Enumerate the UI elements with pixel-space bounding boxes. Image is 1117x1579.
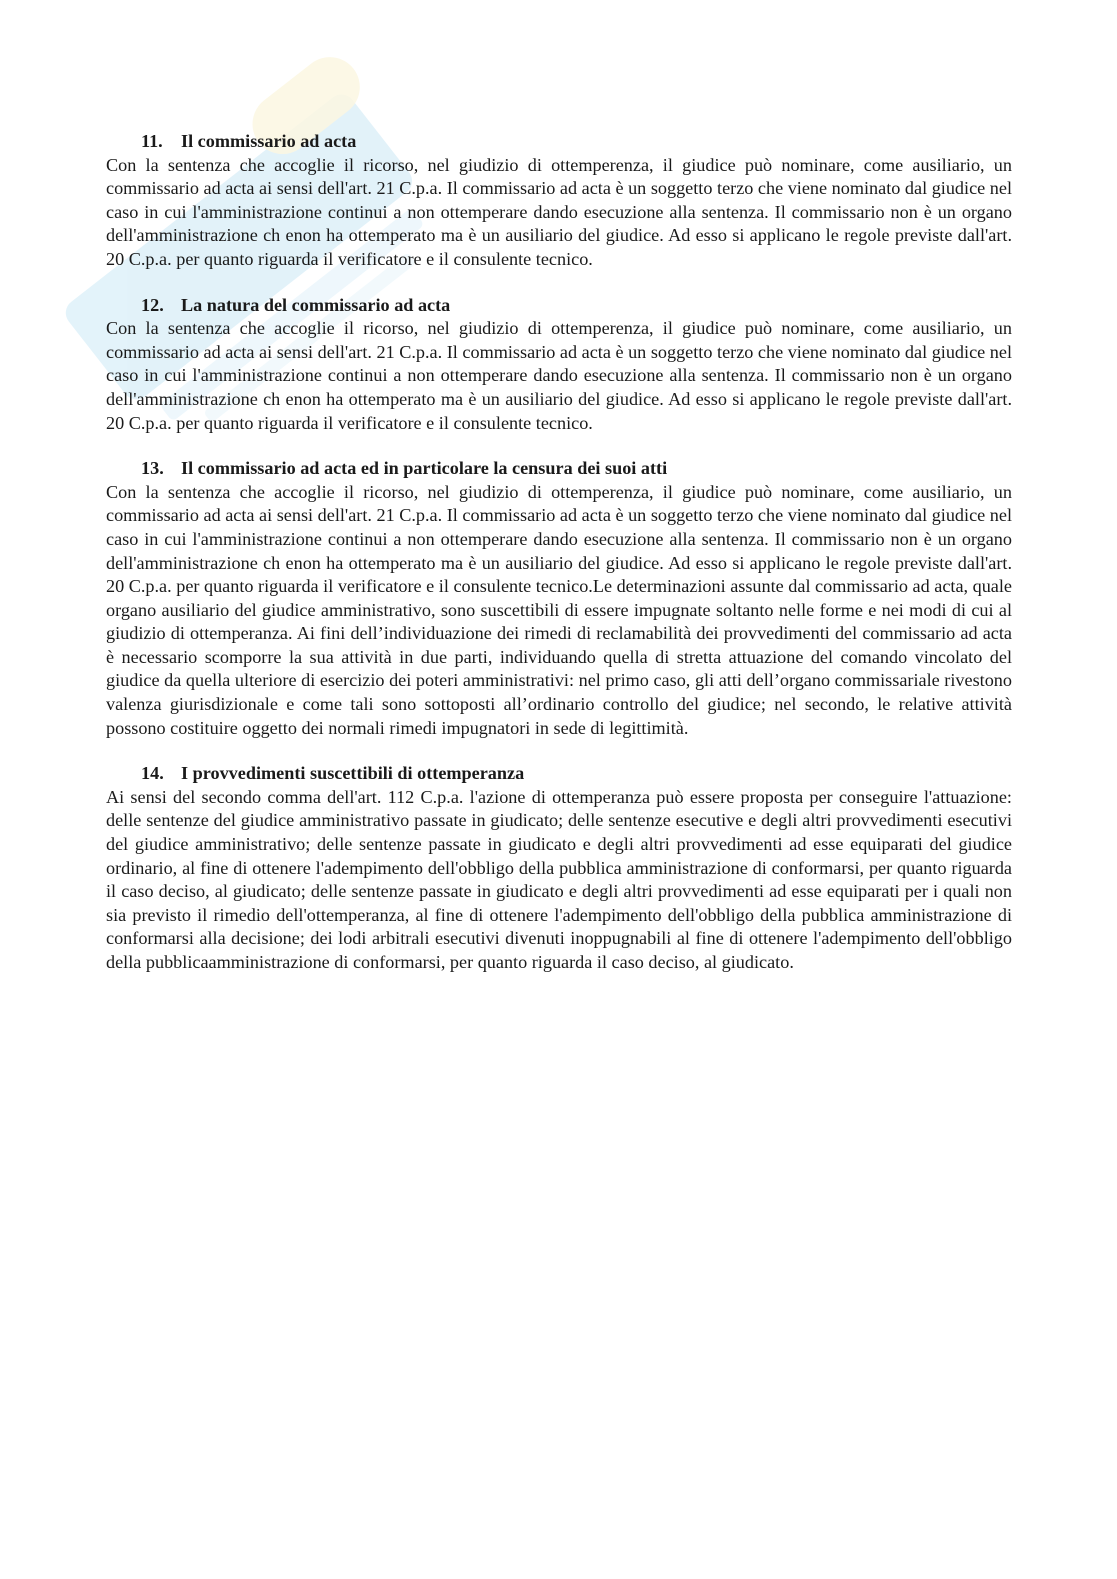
document-body — [106, 130, 1012, 997]
section-number: 12. — [141, 294, 164, 315]
section-title: Il commissario ad acta ed in particolare la censura dei suoi atti — [181, 458, 668, 479]
section-12 — [106, 294, 1012, 436]
section-title: I provvedimenti suscettibili di ottemperanza — [181, 763, 525, 784]
section-number: 14. — [141, 763, 164, 784]
section-number: 11. — [141, 131, 163, 151]
section-11 — [106, 130, 1012, 272]
section-paragraph: Con la sentenza che accoglie il ricorso, nel giudizio di ottemperenza, il giudice può nominare, come ausiliario, un commissario ad acta ai sensi dell'art. 21 C.p.a. Il commissario ad acta è un soggetto terzo che viene nominato dal giudice nel caso in cui l'amministrazione continui a non ottemperare dando esecuzione alla sentenza. Il commissario non è un organo dell'amministrazione ch enon ha ottemperato ma è un ausiliario del giudice. Ad esso si applicano le regole previste dall'art. 20 C.p.a. per quanto riguarda il verificatore e il consulente tecnico. — [106, 318, 1012, 433]
section-heading — [106, 762, 1012, 786]
section-paragraph: Con la sentenza che accoglie il ricorso, nel giudizio di ottemperenza, il giudice può nominare, come ausiliario, un commissario ad acta ai sensi dell'art. 21 C.p.a. Il commissario ad acta è un soggetto terzo che viene nominato dal giudice nel caso in cui l'amministrazione continui a non ottemperare dando esecuzione alla sentenza. Il commissario non è un organo dell'amministrazione ch enon ha ottemperato ma è un ausiliario del giudice. Ad esso si applicano le regole previste dall'art. 20 C.p.a. per quanto riguarda il verificatore e il consulente tecnico. — [106, 154, 1012, 269]
section-heading — [106, 294, 1012, 318]
section-13 — [106, 457, 1012, 740]
section-paragraph: Ai sensi del secondo comma dell'art. 112 C.p.a. l'azione di ottemperanza può essere proposta per conseguire l'attuazione: delle sentenze del giudice amministrativo passate in giudicato; delle sentenze esecutive e degli altri provvedimenti esecutivi del giudice amministrativo; delle sentenze passate in giudicato e degli altri provvedimenti ad esse equiparati del giudice ordinario, al fine di ottenere l'adempimento dell'obbligo della pubblica amministrazione di conformarsi, per quanto riguarda il caso deciso, al giudicato; delle sentenze passate in giudicato e degli altri provvedimenti ad esse equiparati per i quali non sia previsto il rimedio dell'ottemperanza, al fine di ottenere l'adempimento dell'obbligo della pubblica amministrazione di conformarsi alla decisione; dei lodi arbitrali esecutivi divenuti inoppugnabili al fine di ottenere l'adempimento dell'obbligo della pubblicaamministrazione di conformarsi, per quanto riguarda il caso deciso, al giudicato. — [106, 786, 1012, 972]
section-heading — [106, 457, 1012, 481]
section-14 — [106, 762, 1012, 974]
section-heading — [106, 130, 1012, 154]
section-number: 13. — [141, 458, 164, 479]
section-paragraph: Con la sentenza che accoglie il ricorso, nel giudizio di ottemperenza, il giudice può nominare, come ausiliario, un commissario ad acta ai sensi dell'art. 21 C.p.a. Il commissario ad acta è un soggetto terzo che viene nominato dal giudice nel caso in cui l'amministrazione continui a non ottemperare dando esecuzione alla sentenza. Il commissario non è un organo dell'amministrazione ch enon ha ottemperato ma è un ausiliario del giudice. Ad esso si applicano le regole previste dall'art. 20 C.p.a. per quanto riguarda il verificatore e il consulente tecnico.Le determinazioni assunte dal commissario ad acta, quale organo ausiliario del giudice amministrativo, sono suscettibili di essere impugnate soltanto nelle forme e nei modi di cui al giudizio di ottemperanza. Ai fini dell’individuazione dei rimedi di reclamabilità dei provvedimenti del commissario ad acta è necessario scomporre la sua attività in due parti, individuando quella di stretta attuazione del comando vincolato del giudice da quella ulteriore di esercizio dei poteri amministrativi: nel primo caso, gli atti dell’organo commissariale rivestono valenza giurisdizionale e come tali sono sottoposti all’ordinario controllo del giudice; nel secondo, le relative attività possono costituire oggetto dei normali rimedi impugnatori in sede di legittimità. — [106, 481, 1013, 738]
section-title: Il commissario ad acta — [181, 131, 357, 151]
section-title: La natura del commissario ad acta — [181, 294, 451, 315]
